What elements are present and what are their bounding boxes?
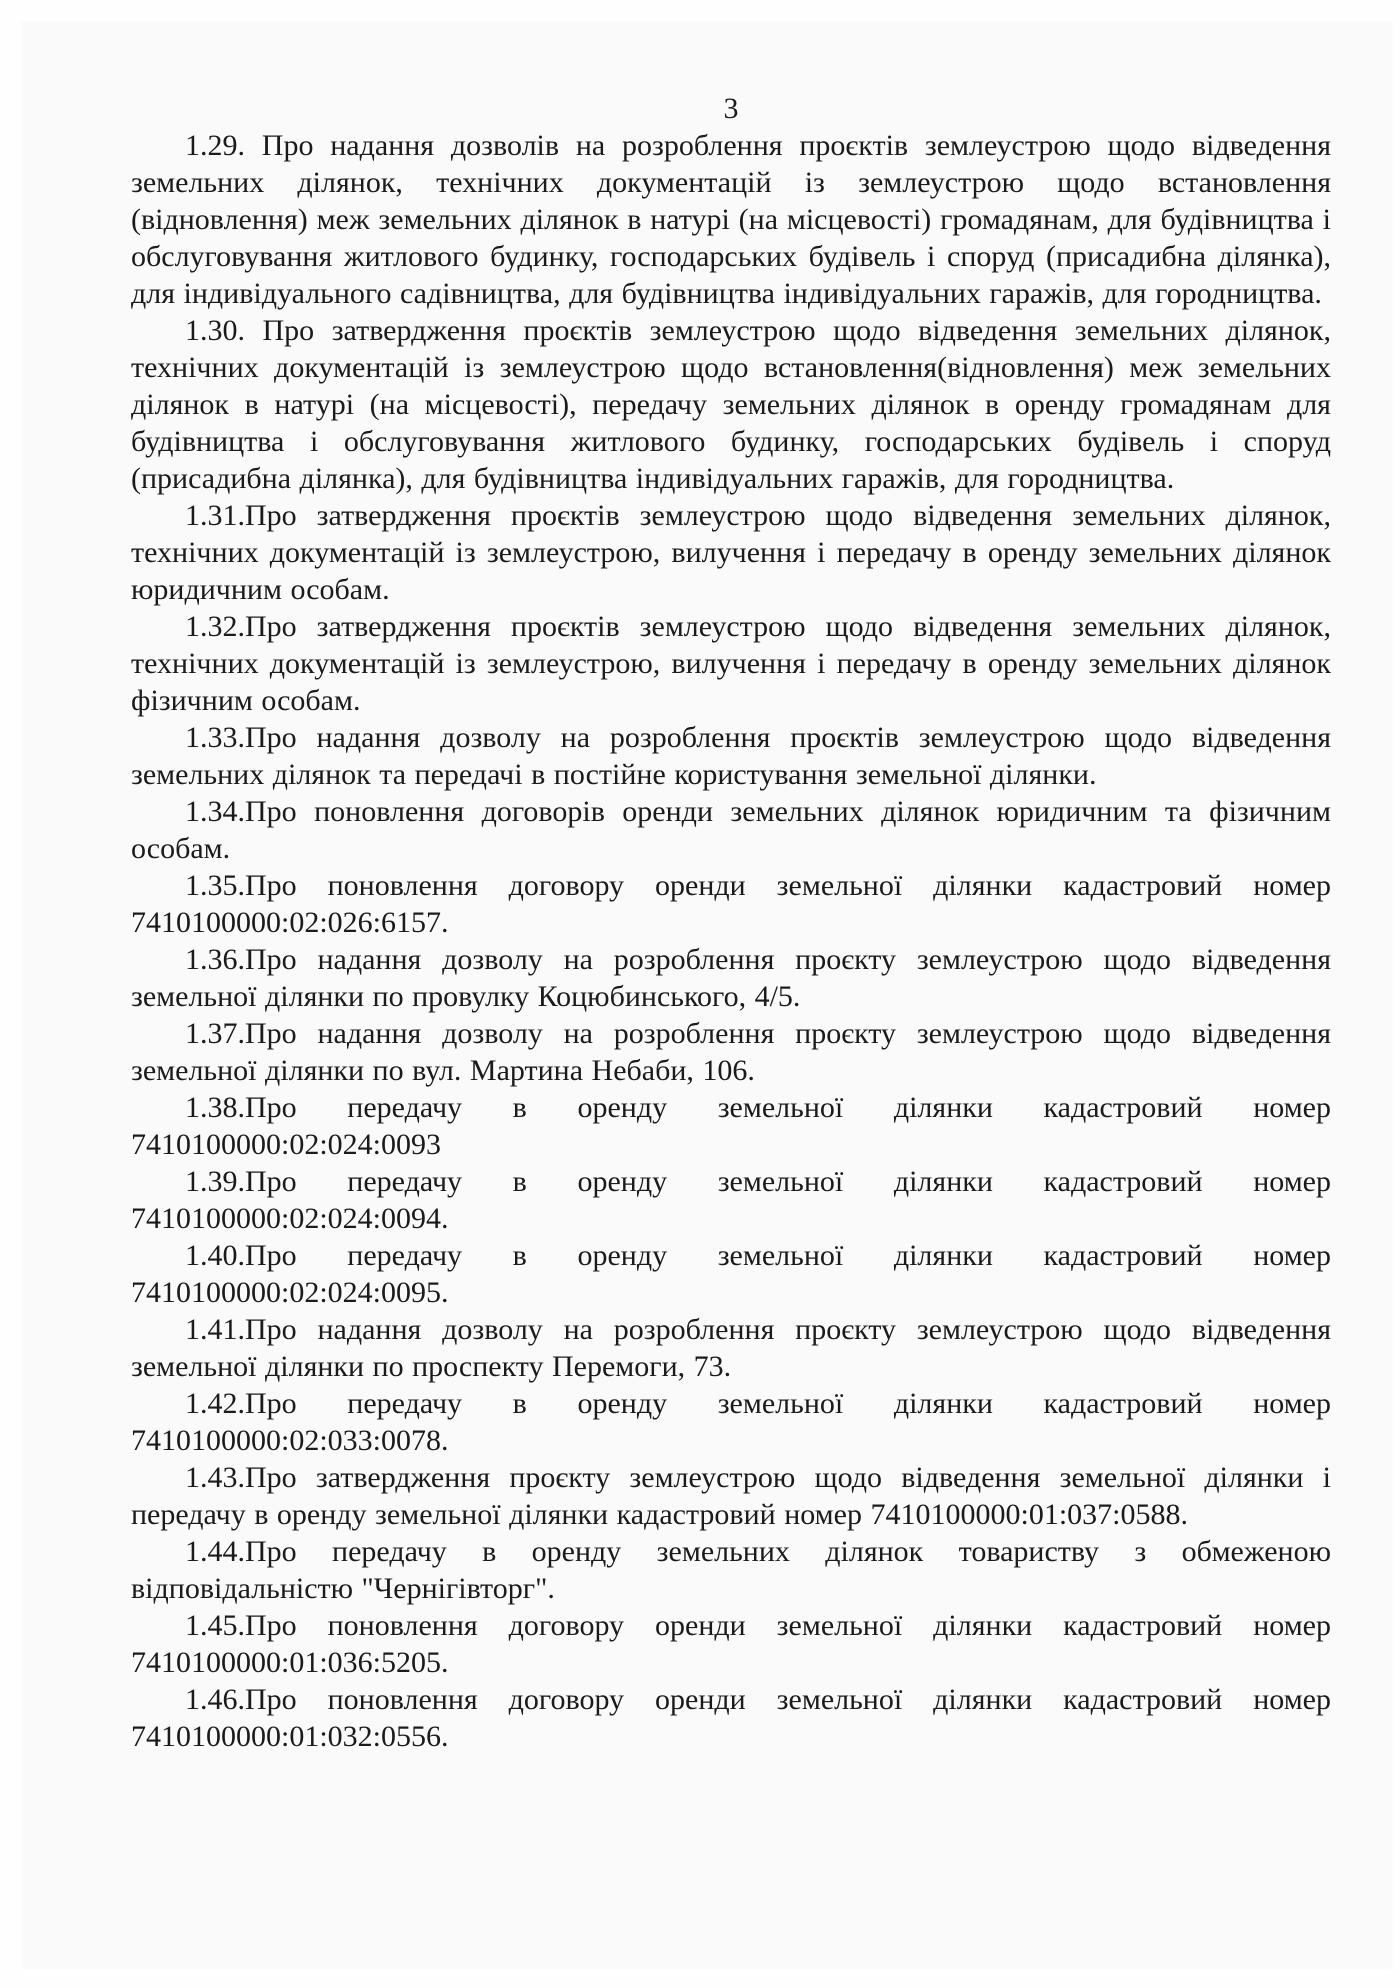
agenda-item-1-39: 1.39.Про передачу в оренду земельної ділянки кадастровий номер 7410100000:02:024:0094. bbox=[131, 1165, 1331, 1235]
document-content bbox=[131, 90, 1331, 1755]
agenda-item-1-33: 1.33.Про надання дозволу на розроблення проєктів землеустрою щодо відведення земельних ділянок та передачі в постійне користування земельної ділянки. bbox=[131, 721, 1331, 791]
agenda-item-1-46: 1.46.Про поновлення договору оренди земельної ділянки кадастровий номер 7410100000:01:032:0556. bbox=[131, 1683, 1331, 1753]
agenda-item-1-29: 1.29. Про надання дозволів на розроблення проєктів землеустрою щодо відведення земельних ділянок, технічних документацій із землеустрою щодо встановлення (відновлення) меж земельних ділянок в натурі (на місцевості) громадянам, для будівництва і обслуговування житлового будинку, господарських будівель і споруд (присадибна ділянка), для індивідуального садівництва, для будівництва індивідуальних гаражів, для городництва. bbox=[131, 129, 1331, 310]
agenda-item-1-35: 1.35.Про поновлення договору оренди земельної ділянки кадастровий номер 7410100000:02:026:6157. bbox=[131, 869, 1331, 939]
agenda-item-1-40: 1.40.Про передачу в оренду земельної ділянки кадастровий номер 7410100000:02:024:0095. bbox=[131, 1239, 1331, 1309]
page-number: 3 bbox=[723, 92, 739, 125]
agenda-list bbox=[131, 127, 1331, 1755]
agenda-item-1-38: 1.38.Про передачу в оренду земельної ділянки кадастровий номер 7410100000:02:024:0093 bbox=[131, 1091, 1331, 1161]
agenda-item-1-45: 1.45.Про поновлення договору оренди земельної ділянки кадастровий номер 7410100000:01:036:5205. bbox=[131, 1609, 1331, 1679]
agenda-item-1-44: 1.44.Про передачу в оренду земельних ділянок товариству з обмеженою відповідальністю "Чернігівторг". bbox=[131, 1535, 1331, 1605]
agenda-item-1-41: 1.41.Про надання дозволу на розроблення проєкту землеустрою щодо відведення земельної ділянки по проспекту Перемоги, 73. bbox=[131, 1313, 1331, 1383]
agenda-item-1-36: 1.36.Про надання дозволу на розроблення проєкту землеустрою щодо відведення земельної ділянки по провулку Коцюбинського, 4/5. bbox=[131, 943, 1331, 1013]
agenda-item-1-30: 1.30. Про затвердження проєктів землеустрою щодо відведення земельних ділянок, технічних документацій із землеустрою щодо встановлення(відновлення) меж земельних ділянок в натурі (на місцевості), передачу земельних ділянок в оренду громадянам для будівництва і обслуговування житлового будинку, господарських будівель і споруд (присадибна ділянка), для будівництва індивідуальних гаражів, для городництва. bbox=[131, 314, 1331, 495]
agenda-item-1-43: 1.43.Про затвердження проєкту землеустрою щодо відведення земельної ділянки і передачу в оренду земельної ділянки кадастровий номер 7410100000:01:037:0588. bbox=[131, 1461, 1331, 1531]
agenda-item-1-32: 1.32.Про затвердження проєктів землеустрою щодо відведення земельних ділянок, технічних документацій із землеустрою, вилучення і передачу в оренду земельних ділянок фізичним особам. bbox=[131, 610, 1331, 717]
agenda-item-1-37: 1.37.Про надання дозволу на розроблення проєкту землеустрою щодо відведення земельної ділянки по вул. Мартина Небаби, 106. bbox=[131, 1017, 1331, 1087]
document-page bbox=[22, 22, 1392, 1968]
agenda-item-1-42: 1.42.Про передачу в оренду земельної ділянки кадастровий номер 7410100000:02:033:0078. bbox=[131, 1387, 1331, 1457]
agenda-item-1-34: 1.34.Про поновлення договорів оренди земельних ділянок юридичним та фізичним особам. bbox=[131, 795, 1331, 865]
agenda-item-1-31: 1.31.Про затвердження проєктів землеустрою щодо відведення земельних ділянок, технічних документацій із землеустрою, вилучення і передачу в оренду земельних ділянок юридичним особам. bbox=[131, 499, 1331, 606]
